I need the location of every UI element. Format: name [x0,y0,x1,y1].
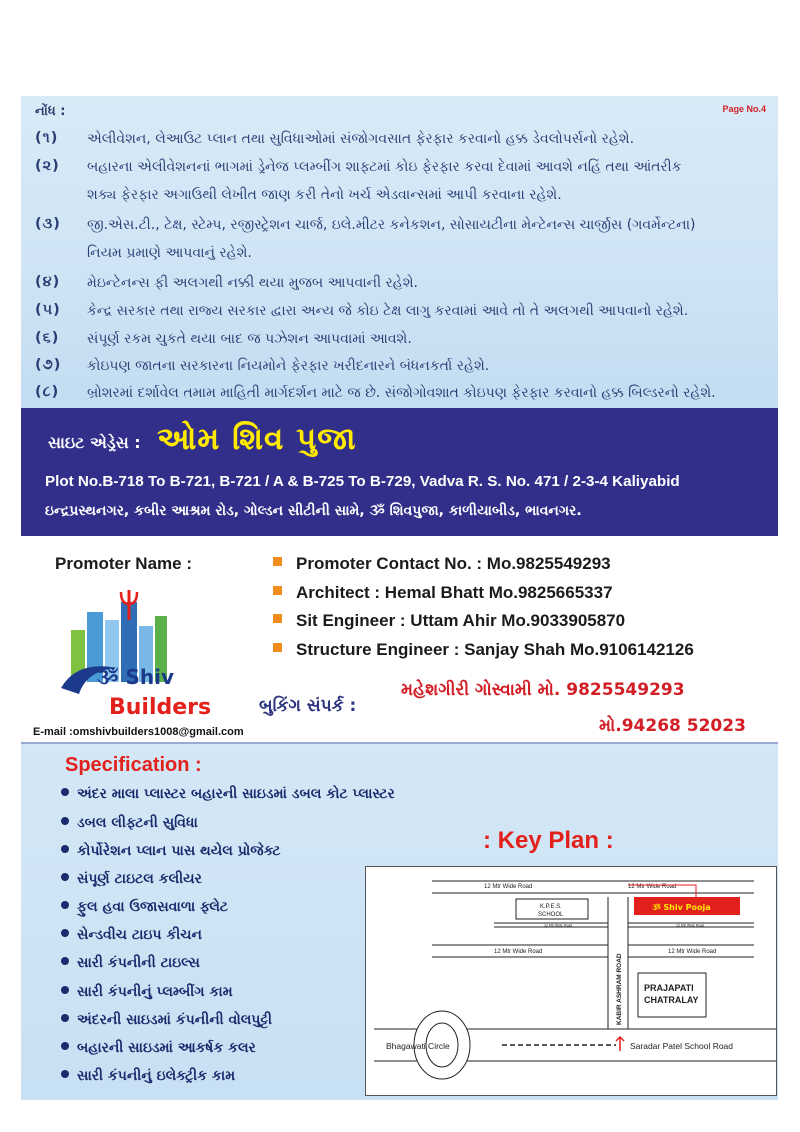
note-text: સંપૂર્ણ રકમ ચુકતે થયા બાદ જ પઝેશન આપવામાં આવશે. [87,331,412,347]
note-number: (૧) [35,130,59,146]
booking-label: બુકિંગ સંપર્ક : [259,696,357,716]
road-label: 12 Mtr Wide Road [668,949,717,955]
note-text: બ્રોશરમાં દર્શાવેલ તમામ માહિતી માર્ગદર્શન માટે જ છે. સંજોગોવશાત કોઇપણ ફેરફાર કરવાનો હક્ક બિલ્ડરનો રહેશે. [87,385,716,401]
booking-contact: મહેશગીરી ગોસ્વામી મો. 9825549293 [401,680,685,700]
note-text: મેઇન્ટેનન્સ ફી અલગથી નક્કી થયા મુજબ આપવાની રહેશે. [87,275,418,291]
bullet-dot-icon [61,817,69,825]
promoter-label: Promoter Name : [55,554,192,573]
bullet-square-icon [273,614,282,623]
spec-text: અંદરની સાઇડમાં કંપનીની વોલપુટ્ટી [77,1012,272,1028]
specification-title: Specification : [65,754,202,776]
bullet-dot-icon [61,929,69,937]
spec-item [61,1040,256,1056]
contact-text: Architect : Hemal Bhatt Mo.9825665337 [296,583,613,602]
bhagawati-label: Bhagawati Circle [386,1041,450,1051]
spec-item [61,899,228,915]
bullet-dot-icon [61,1042,69,1050]
bullet-dot-icon [61,1014,69,1022]
contact-row [273,554,611,574]
spec-text: સારી કંપનીની ટાઇલ્સ [77,955,200,971]
spec-item [61,815,198,831]
spec-text: કોર્પોરેશન પ્લાન પાસ થયેલ પ્રોજેક્ટ [77,843,281,859]
note-text: શક્ય ફેરફાર અગાઉથી લેખીત જાણ કરી તેનો ખર્ચ એડવાન્સમાં આપી કરવાના રહેશે. [87,187,562,203]
spec-item [61,843,281,859]
road-label: 12 Mtr Wide Road [484,884,533,890]
contact-text: Sit Engineer : Uttam Ahir Mo.9033905870 [296,611,626,630]
contact-row [273,640,694,660]
contact-row [273,611,625,631]
road-label: 12 Mtr Wide Road [628,884,677,890]
road-label-small: 12 Mtr Wide Road [544,923,573,928]
note-text: કોઇપણ જાતના સરકારના નિયમોને ફેરફાર ખરીદનારને બંધનકર્તા રહેશે. [87,358,490,374]
key-plan-map [365,866,777,1096]
bullet-dot-icon [61,788,69,796]
note-number: (૬) [35,330,60,346]
spec-item [61,1012,272,1028]
spec-text: સારી કંપનીનું પ્લમ્બીંગ કામ [77,984,233,1000]
spec-item [61,1068,235,1084]
site-address-label: સાઇટ એડ્રેસ : [48,433,141,452]
key-plan-title: : Key Plan : [483,827,614,854]
spec-text: ડબલ લીફ્ટની સુવિધા [77,815,198,831]
spec-text: બહારની સાઇડમાં આકર્ષક કલર [77,1040,256,1056]
contact-row [273,583,613,603]
bullet-square-icon [273,643,282,652]
bullet-dot-icon [61,986,69,994]
bullet-dot-icon [61,873,69,881]
road-label-small: 12 Mtr Wide Road [676,923,705,928]
kpes-label: K.P.E.S. [540,904,562,910]
spec-item [61,955,200,971]
spec-item [61,984,233,1000]
contact-text: Structure Engineer : Sanjay Shah Mo.9106142126 [296,640,694,659]
road-label: 12 Mtr Wide Road [494,949,543,955]
saradar-road-label: Saradar Patel School Road [630,1041,734,1051]
bullet-dot-icon [61,845,69,853]
note-text: નિયમ પ્રમાણે આપવાનું રહેશે. [87,245,252,261]
spec-item [61,927,202,943]
email-text: E-mail :omshivbuilders1008@gmail.com [33,726,244,738]
project-name: ઓમ શિવ પુજા [157,421,357,457]
spec-text: સંપૂર્ણ ટાઇટલ કલીયર [77,871,202,887]
page-number: Page No.4 [722,104,766,114]
prajapati-label: PRAJAPATI [644,983,694,993]
note-number: (૫) [35,302,61,318]
plot-details: Plot No.B-718 To B-721, B-721 / A & B-725 To B-729, Vadva R. S. No. 471 / 2-3-4 Kaliyabid [45,473,680,490]
contacts-section [21,536,778,744]
notes-heading: નોંધ : [35,104,66,119]
note-number: (૮) [35,384,60,400]
shiv-builders-logo [57,590,247,720]
logo-line2: Builders [109,695,212,720]
site-address-band [21,408,778,536]
notes-panel [21,96,778,408]
bullet-dot-icon [61,957,69,965]
spec-text: ફુલ હવા ઉજાસવાળા ફ્લેટ [77,899,229,915]
spec-item [61,871,202,887]
bullet-dot-icon [61,901,69,909]
kabir-road-label: KABIR ASHRAM ROAD [616,953,623,1025]
note-number: (૩) [35,216,61,232]
note-text: જી.એસ.ટી., ટેક્ષ, સ્ટેમ્પ, રજીસ્ટ્રેશન ચાર્જ, ઇલે.મીટર કનેકશન, સોસાયટીના મેન્ટેનન્સ ચાર્જીસ (ગવર્મેન્ટના) [87,217,696,233]
note-number: (૪) [35,274,61,290]
note-text: એલીવેશન, લેઆઉટ પ્લાન તથા સુવિધાઓમાં સંજોગવસાત ફેરફાર કરવાનો હક્ક ડેવલોપર્સનો રહેશે. [87,131,635,147]
logo-line1: ૐ Shiv [97,665,175,689]
bullet-square-icon [273,586,282,595]
spec-text: સેન્ડવીચ ટાઇપ કીચન [77,927,202,943]
school-label: SCHOOL [538,912,564,918]
spec-item [61,786,395,802]
spec-text: સારી કંપનીનું ઇલેક્ટ્રીક કામ [77,1068,236,1084]
note-number: (૭) [35,357,62,373]
note-text: કેન્દ્ર સરકાર તથા રાજ્ય સરકાર દ્વારા અન્ય જે કોઇ ટેક્ષ લાગુ કરવામાં આવે તો તે અલગથી આપવાનો રહેશે. [87,303,689,319]
note-text: બહારના એલીવેશનનાં ભાગમાં ડ્રેનેજ પ્લમ્બીંગ શાફ્ટમાં કોઇ ફેરફાર કરવા દેવામાં આવશે નહિં તથા આંતરીક [87,159,682,175]
bullet-square-icon [273,557,282,566]
booking-contact-2: મો.94268 52023 [599,716,746,736]
address-gujarati: ઇન્દ્રપ્રસ્થનગર, કબીર આશ્રમ રોડ, ગોલ્ડન સીટીની સામે, ૐ શિવપુજા, કાળીયાબીડ, ભાવનગર. [45,503,582,519]
note-number: (૨) [35,158,60,174]
bullet-dot-icon [61,1070,69,1078]
specification-section [21,744,778,1100]
spec-text: અંદર માલા પ્લાસ્ટર બહારની સાઇડમાં ડબલ કોટ પ્લાસ્ટર [77,786,395,802]
contact-text: Promoter Contact No. : Mo.9825549293 [296,554,611,573]
project-tag-label: ૐ Shiv Pooja [652,903,711,912]
chatralay-label: CHATRALAY [644,995,699,1005]
route-arrow-icon [616,1037,624,1051]
